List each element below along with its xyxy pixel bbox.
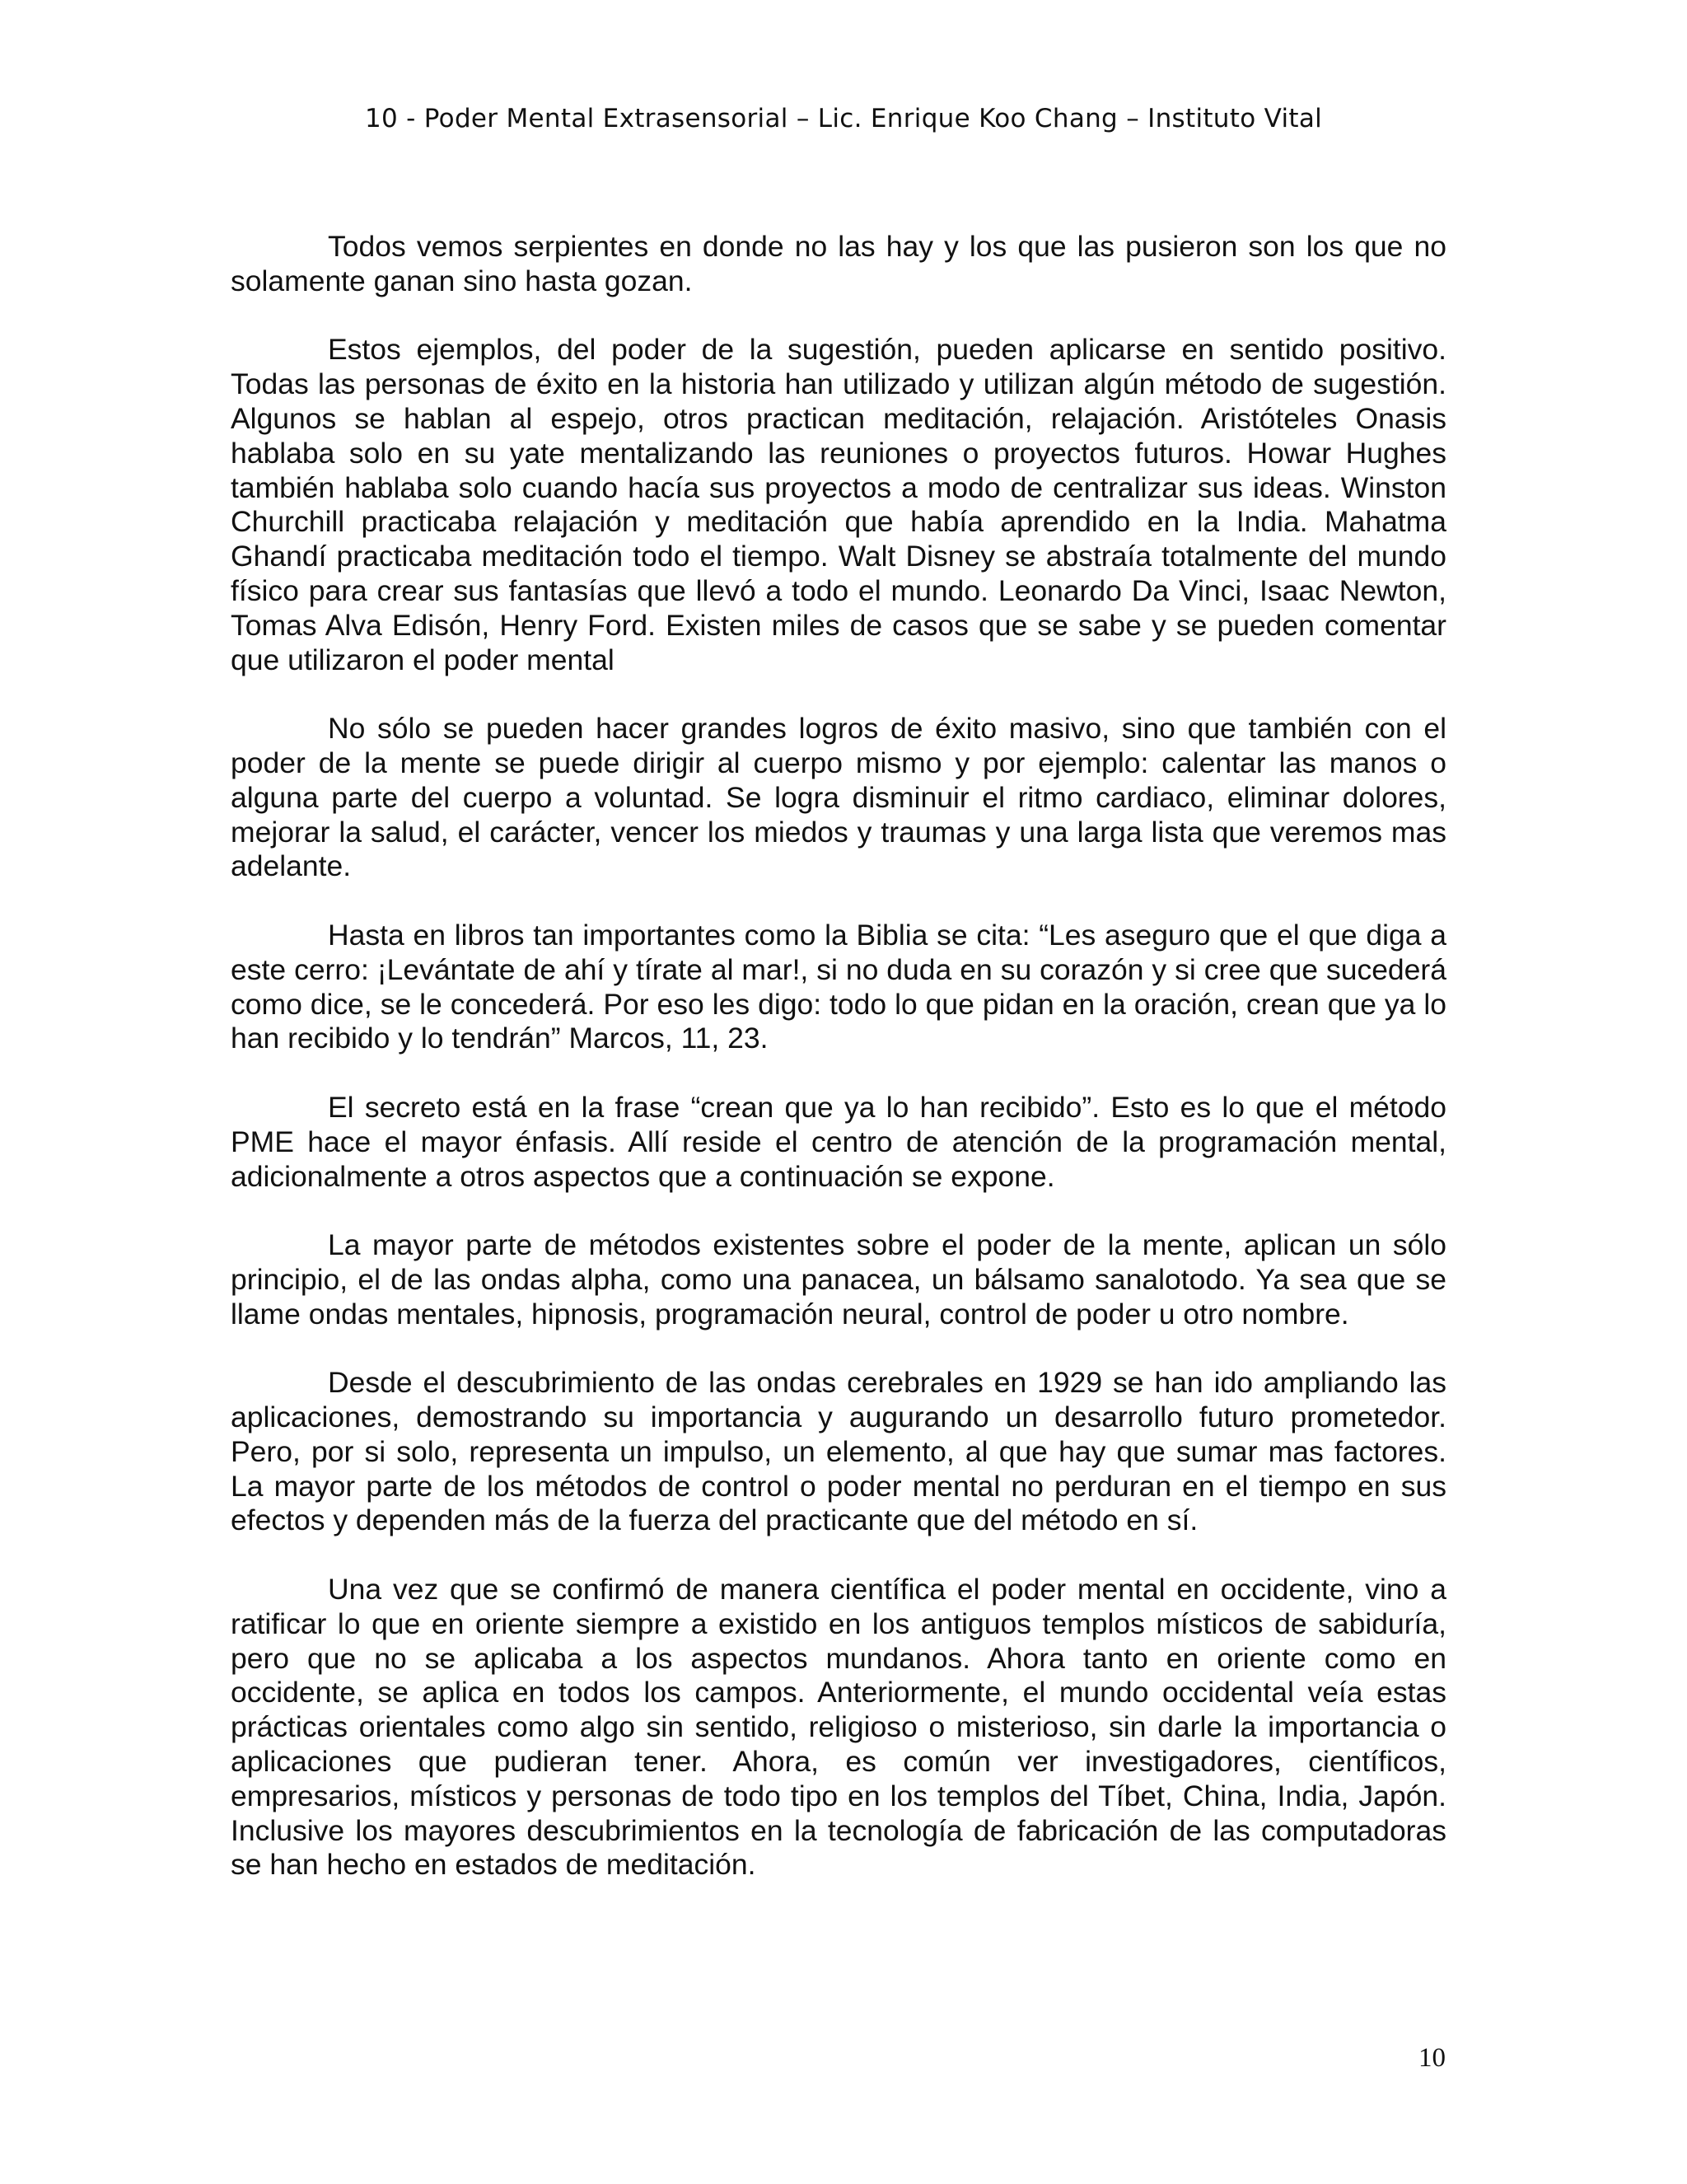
- paragraph: No sólo se pueden hacer grandes logros de éxito masivo, sino que también con el poder de la mente se puede dirigir al cuerpo mismo y por ejemplo: calentar las manos o alguna parte del cuerpo a voluntad. Se logra disminuir el ritmo cardiaco, eliminar dolores, mejorar la salud, el carácter, vencer los miedos y traumas y una larga lista que veremos mas adelante.: [231, 712, 1446, 883]
- paragraph: Hasta en libros tan importantes como la Biblia se cita: “Les aseguro que el que diga a este cerro: ¡Levántate de ahí y tírate al mar!, si no duda en su corazón y si cree que sucederá como dice, se le concederá. Por eso les digo: todo lo que pidan en la oración, crean que ya lo han recibido y lo tendrán” Marcos, 11, 23.: [231, 918, 1446, 1055]
- page-number: 10: [1418, 2043, 1446, 2073]
- paragraph: Estos ejemplos, del poder de la sugestión, pueden aplicarse en sentido positivo. Todas las personas de éxito en la historia han utilizado y utilizan algún método de sugestión. Algunos se hablan al espejo, otros practican meditación, relajación. Aristóteles Onasis hablaba solo en su yate mentalizando las reuniones o proyectos futuros. Howar Hughes también hablaba solo cuando hacía sus proyectos a modo de centralizar sus ideas. Winston Churchill practicaba relajación y meditación que había aprendido en la India. Mahatma Ghandí practicaba meditación todo el tiempo. Walt Disney se abstraía totalmente del mundo físico para crear sus fantasías que llevó a todo el mundo. Leonardo Da Vinci, Isaac Newton, Tomas Alva Edisón, Henry Ford. Existen miles de casos que se sabe y se pueden comentar que utilizaron el poder mental: [231, 333, 1446, 676]
- paragraph: La mayor parte de métodos existentes sobre el poder de la mente, aplican un sólo principio, el de las ondas alpha, como una panacea, un bálsamo sanalotodo. Ya sea que se llame ondas mentales, hipnosis, programación neural, control de poder u otro nombre.: [231, 1228, 1446, 1331]
- paragraph: El secreto está en la frase “crean que ya lo han recibido”. Esto es lo que el método PME hace el mayor énfasis. Allí reside el centro de atención de la programación mental, adicionalmente a otros aspectos que a continuación se expone.: [231, 1090, 1446, 1193]
- body-text: [231, 230, 1446, 1917]
- paragraph: Desde el descubrimiento de las ondas cerebrales en 1929 se han ido ampliando las aplicaciones, demostrando su importancia y augurando un desarrollo futuro prometedor. Pero, por si solo, representa un impulso, un elemento, al que hay que sumar mas factores. La mayor parte de los métodos de control o poder mental no perduran en el tiempo en sus efectos y dependen más de la fuerza del practicante que del método en sí.: [231, 1366, 1446, 1537]
- paragraph: Una vez que se confirmó de manera científica el poder mental en occidente, vino a ratificar lo que en oriente siempre a existido en los antiguos templos místicos de sabiduría, pero que no se aplicaba a los aspectos mundanos. Ahora tanto en oriente como en occidente, se aplica en todos los campos. Anteriormente, el mundo occidental veía estas prácticas orientales como algo sin sentido, religioso o misterioso, sin darle la importancia o aplicaciones que pudieran tener. Ahora, es común ver investigadores, científicos, empresarios, místicos y personas de todo tipo en los templos del Tíbet, China, India, Japón. Inclusive los mayores descubrimientos en la tecnología de fabricación de las computadoras se han hecho en estados de meditación.: [231, 1573, 1446, 1882]
- running-header: 10 - Poder Mental Extrasensorial – Lic. Enrique Koo Chang – Instituto Vital: [364, 104, 1323, 133]
- paragraph: Todos vemos serpientes en donde no las hay y los que las pusieron son los que no solamente ganan sino hasta gozan.: [231, 230, 1446, 297]
